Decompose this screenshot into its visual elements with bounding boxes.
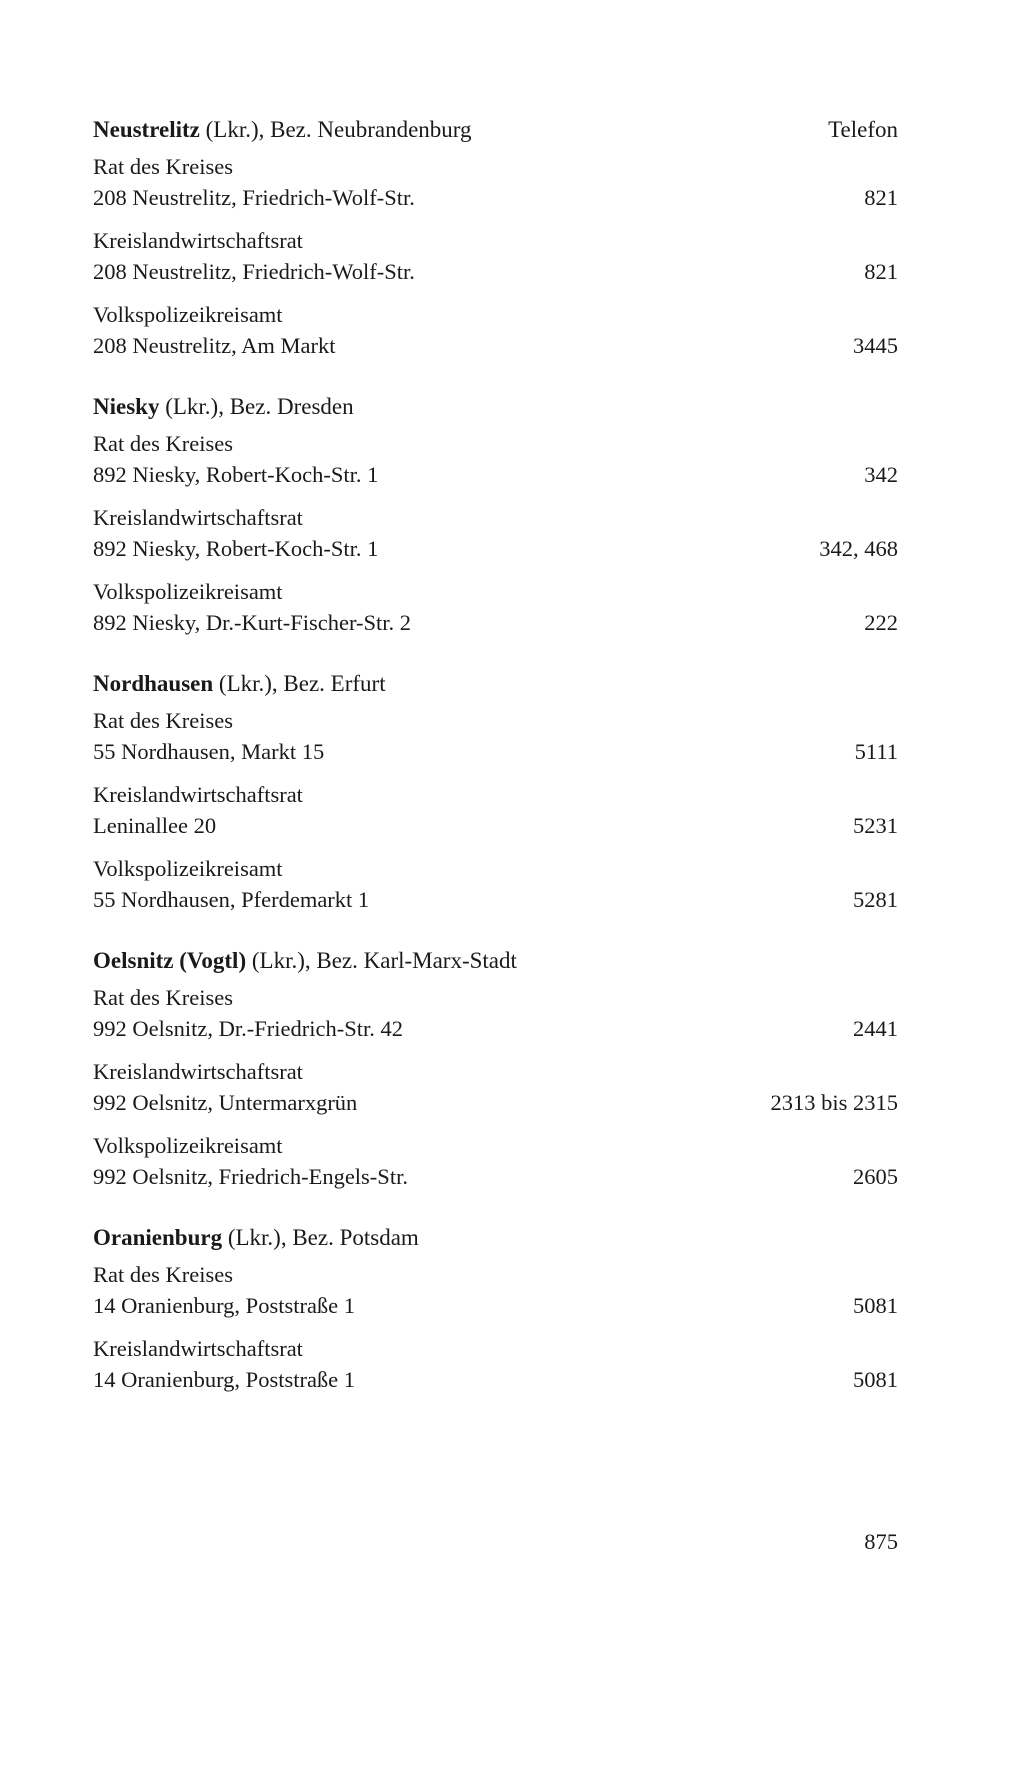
office-name: Kreislandwirtschaftsrat <box>93 782 303 807</box>
office-phone: 342 <box>864 462 898 487</box>
office-name: Rat des Kreises <box>93 154 233 179</box>
office-name: Rat des Kreises <box>93 431 233 456</box>
group-header <box>93 945 898 976</box>
office-address: 992 Oelsnitz, Friedrich-Engels-Str. <box>93 1164 408 1189</box>
office-entry <box>93 428 898 490</box>
office-entry <box>93 1333 898 1395</box>
office-entry <box>93 151 898 213</box>
office-name: Volkspolizeikreisamt <box>93 302 283 327</box>
directory-group <box>93 114 898 361</box>
office-address: 208 Neustrelitz, Friedrich-Wolf-Str. <box>93 259 415 284</box>
district-region: (Lkr.), Bez. Karl-Marx-Stadt <box>246 948 517 973</box>
office-entry <box>93 705 898 767</box>
office-name: Volkspolizeikreisamt <box>93 1133 283 1158</box>
office-address: 55 Nordhausen, Pferdemarkt 1 <box>93 887 370 912</box>
office-phone: 5081 <box>853 1367 898 1392</box>
office-address: Leninallee 20 <box>93 813 217 838</box>
office-entry <box>93 299 898 361</box>
group-header <box>93 114 898 145</box>
district-name: Niesky <box>93 394 160 419</box>
group-header <box>93 1222 898 1253</box>
office-address: 14 Oranienburg, Poststraße 1 <box>93 1367 356 1392</box>
office-phone: 5081 <box>853 1293 898 1318</box>
district-region: (Lkr.), Bez. Neubrandenburg <box>199 117 472 142</box>
office-name: Rat des Kreises <box>93 708 233 733</box>
office-name: Volkspolizeikreisamt <box>93 579 283 604</box>
office-name: Rat des Kreises <box>93 985 233 1010</box>
district-name: Neustrelitz <box>93 117 200 142</box>
office-phone: 5281 <box>853 887 898 912</box>
office-entry <box>93 1259 898 1321</box>
office-phone: 2313 bis 2315 <box>770 1090 898 1115</box>
district-name: Oelsnitz (Vogtl) <box>93 948 247 973</box>
office-phone: 5111 <box>854 739 898 764</box>
office-entry <box>93 1056 898 1118</box>
office-phone: 222 <box>864 610 898 635</box>
office-entry <box>93 1130 898 1192</box>
office-phone: 5231 <box>853 813 898 838</box>
group-header <box>93 391 898 422</box>
office-address: 892 Niesky, Dr.-Kurt-Fischer-Str. 2 <box>93 610 412 635</box>
office-address: 208 Neustrelitz, Friedrich-Wolf-Str. <box>93 185 415 210</box>
office-entry <box>93 502 898 564</box>
office-phone: 3445 <box>853 333 898 358</box>
office-phone: 821 <box>864 185 898 210</box>
telefon-column-header: Telefon <box>828 117 898 142</box>
office-address: 55 Nordhausen, Markt 15 <box>93 739 325 764</box>
office-address: 892 Niesky, Robert-Koch-Str. 1 <box>93 536 379 561</box>
office-address: 14 Oranienburg, Poststraße 1 <box>93 1293 356 1318</box>
office-address: 992 Oelsnitz, Dr.-Friedrich-Str. 42 <box>93 1016 403 1041</box>
office-phone: 2441 <box>853 1016 898 1041</box>
office-entry <box>93 576 898 638</box>
office-phone: 2605 <box>853 1164 898 1189</box>
office-name: Kreislandwirtschaftsrat <box>93 1336 303 1361</box>
office-entry <box>93 853 898 915</box>
office-phone: 342, 468 <box>819 536 898 561</box>
directory-group <box>93 1222 898 1395</box>
office-entry <box>93 779 898 841</box>
office-name: Volkspolizeikreisamt <box>93 856 283 881</box>
district-region: (Lkr.), Bez. Erfurt <box>213 671 386 696</box>
district-name: Nordhausen <box>93 671 214 696</box>
district-region: (Lkr.), Bez. Dresden <box>159 394 354 419</box>
directory-group <box>93 668 898 915</box>
directory-content <box>93 114 898 1425</box>
office-phone: 821 <box>864 259 898 284</box>
group-header <box>93 668 898 699</box>
office-address: 892 Niesky, Robert-Koch-Str. 1 <box>93 462 379 487</box>
office-entry <box>93 982 898 1044</box>
district-region: (Lkr.), Bez. Potsdam <box>222 1225 419 1250</box>
page-number: 875 <box>864 1529 898 1554</box>
office-name: Rat des Kreises <box>93 1262 233 1287</box>
office-name: Kreislandwirtschaftsrat <box>93 505 303 530</box>
office-address: 208 Neustrelitz, Am Markt <box>93 333 336 358</box>
office-address: 992 Oelsnitz, Untermarxgrün <box>93 1090 358 1115</box>
office-name: Kreislandwirtschaftsrat <box>93 228 303 253</box>
directory-group <box>93 945 898 1192</box>
office-name: Kreislandwirtschaftsrat <box>93 1059 303 1084</box>
office-entry <box>93 225 898 287</box>
district-name: Oranienburg <box>93 1225 223 1250</box>
directory-group <box>93 391 898 638</box>
